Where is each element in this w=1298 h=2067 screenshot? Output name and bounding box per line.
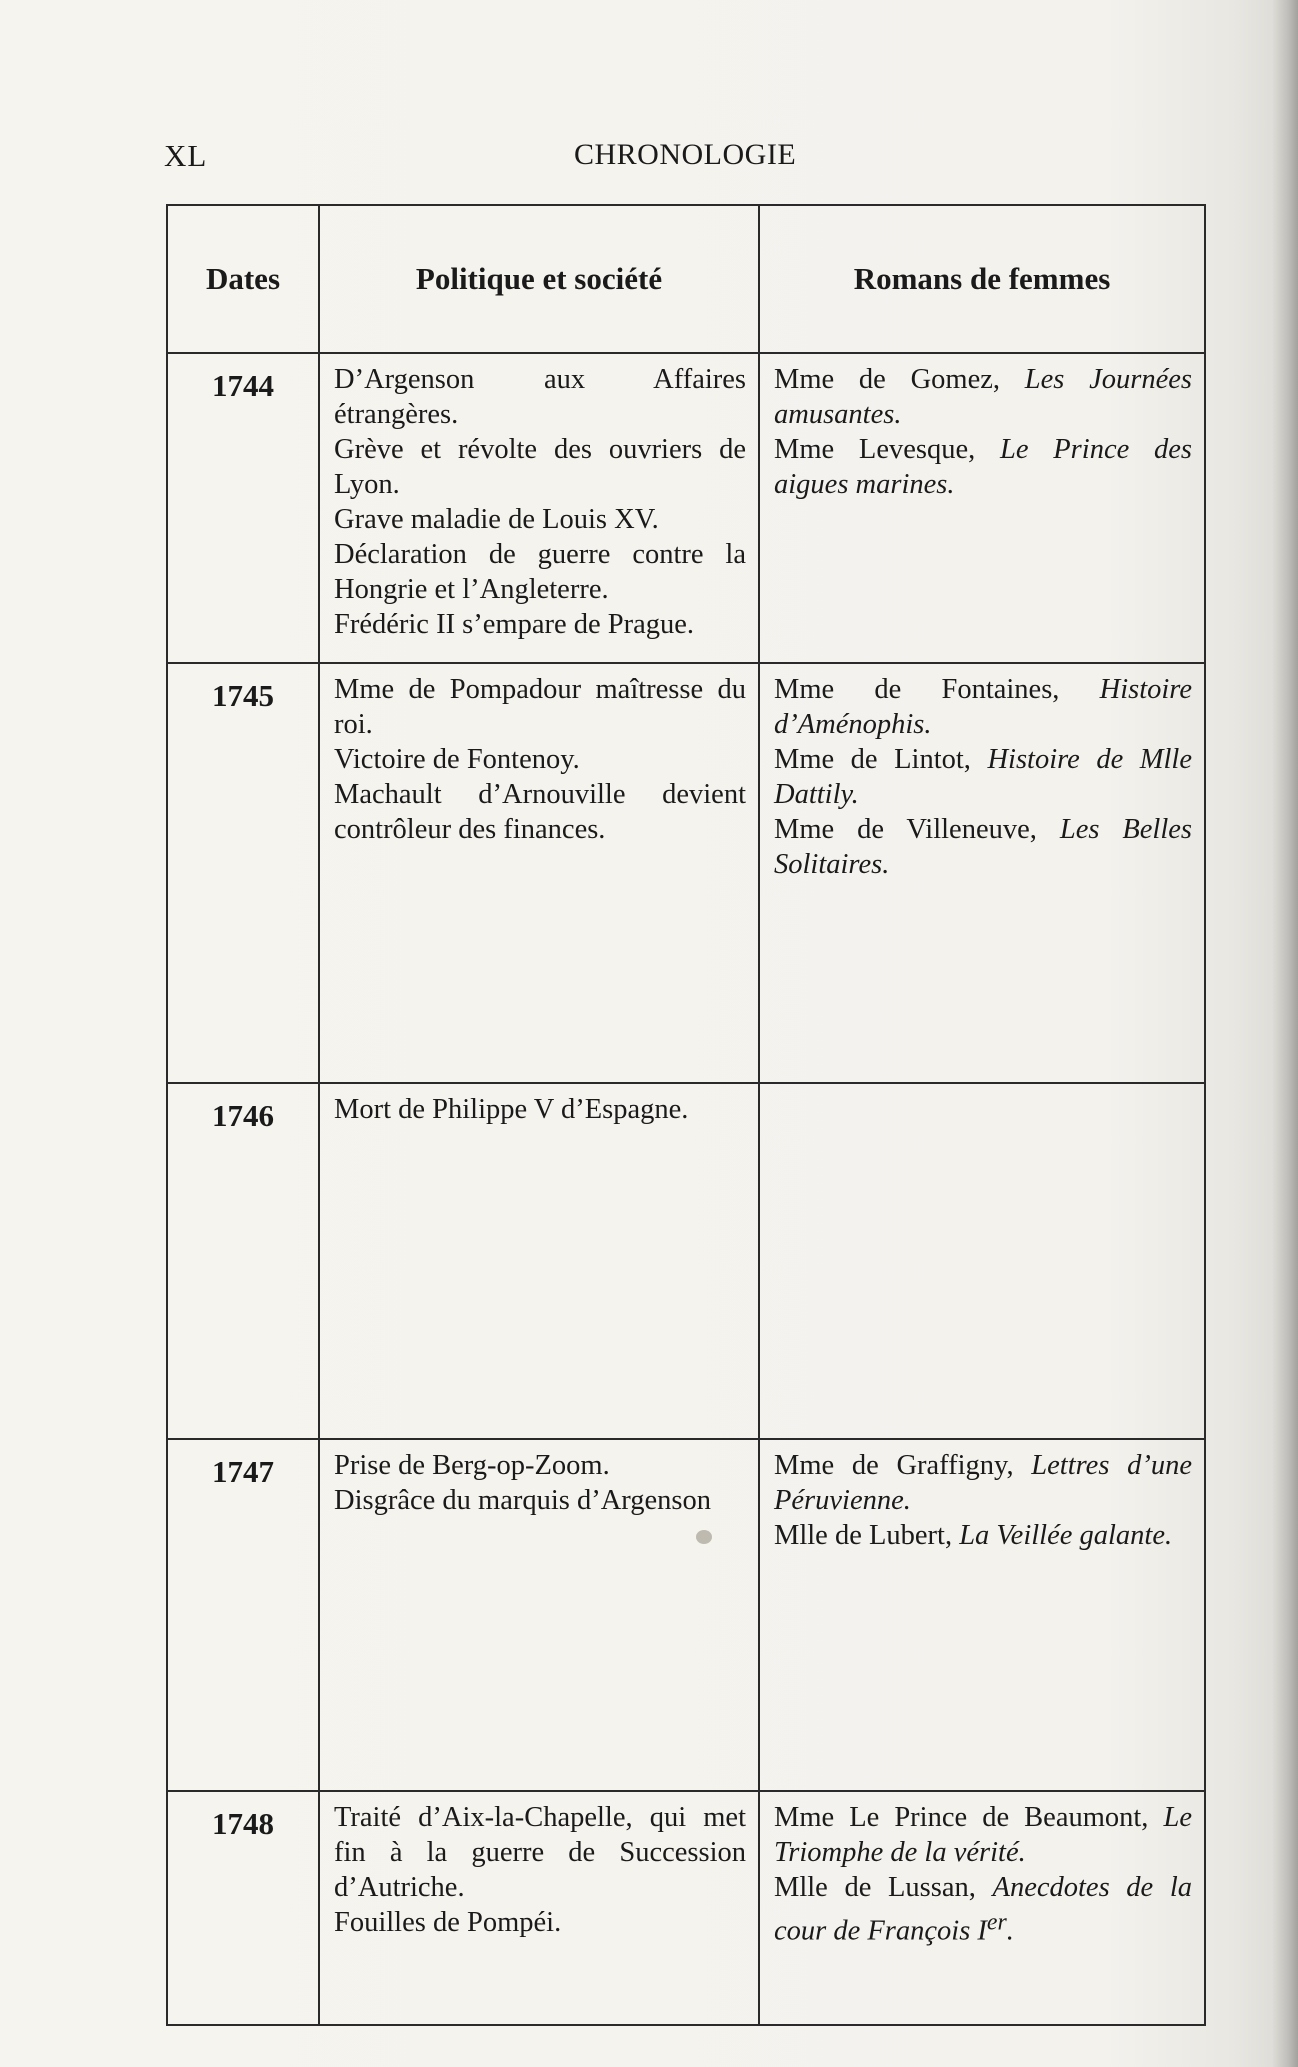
roman-entry [774, 1800, 1192, 1870]
roman-title: Lettres d’une Péruvienne [774, 1450, 1192, 1516]
roman-title: Le Triomphe de la vérité [774, 1802, 1192, 1868]
roman-superscript: er [986, 1909, 1007, 1935]
politique-entry: Grève et révolte des ouvriers de Lyon. [334, 434, 746, 500]
roman-end: . [851, 779, 859, 810]
politique-entry: Fouilles de Pompéi. [334, 1907, 562, 1938]
roman-end: . [903, 1485, 911, 1516]
page-header [164, 138, 1204, 178]
roman-author: Mme de Gomez, [774, 364, 1000, 395]
roman-end: . [1018, 1837, 1026, 1868]
table-header-row [167, 205, 1205, 353]
roman-author: Mlle de Lubert, [774, 1520, 953, 1551]
roman-author: Mme Le Prince de Beaumont, [774, 1802, 1149, 1833]
romans-cell [759, 663, 1205, 1083]
romans-cell [759, 353, 1205, 663]
politique-entry: Grave maladie de Louis XV. [334, 504, 659, 535]
spine-shadow [1272, 0, 1298, 2067]
column-header-politique: Politique et société [319, 205, 759, 353]
roman-entry [774, 812, 1192, 882]
column-header-romans: Romans de femmes [759, 205, 1205, 353]
roman-author: Mme Levesque, [774, 434, 976, 465]
politique-entry: Machault d’Arnouville devient contrôleur des finances. [334, 779, 746, 845]
politique-entry: Déclaration de guerre contre la Hongrie et l’Angleterre. [334, 539, 746, 605]
table-row [167, 663, 1205, 1083]
politique-entry: Mme de Pompadour maîtresse du roi. [334, 674, 746, 740]
roman-entry [774, 432, 1192, 502]
politique-entry: Frédéric II s’empare de Prague. [334, 609, 695, 640]
roman-author: Mme de Graffigny, [774, 1450, 1014, 1481]
roman-author: Mme de Villeneuve, [774, 814, 1037, 845]
roman-title: Les Journées amusantes [774, 364, 1192, 430]
date-cell: 1747 [167, 1439, 319, 1791]
roman-author: Mlle de Lussan, [774, 1872, 976, 1903]
roman-end: . [924, 709, 932, 740]
politique-entry: Mort de Philippe V d’Espagne. [334, 1094, 689, 1125]
table-row [167, 1083, 1205, 1439]
column-header-dates: Dates [167, 205, 319, 353]
roman-end: . [1165, 1520, 1173, 1551]
date-cell: 1745 [167, 663, 319, 1083]
roman-title: La Veillée galante [959, 1520, 1165, 1551]
politique-entry: Traité d’Aix-la-Chapelle, qui met fin à la guerre de Succession d’Autriche. [334, 1802, 746, 1903]
romans-cell [759, 1083, 1205, 1439]
politique-cell [319, 353, 759, 663]
table-row [167, 353, 1205, 663]
roman-end: . [882, 849, 890, 880]
roman-title: Anecdotes de la cour de François I [774, 1872, 1193, 1947]
politique-cell [319, 1439, 759, 1791]
date-cell: 1744 [167, 353, 319, 663]
politique-cell [319, 1083, 759, 1439]
politique-entry: Prise de Berg-op-Zoom. [334, 1450, 610, 1481]
ink-smudge [696, 1530, 712, 1544]
date-cell: 1746 [167, 1083, 319, 1439]
politique-entry: Disgrâce du marquis d’Argenson [334, 1485, 712, 1516]
roman-entry [774, 742, 1192, 812]
roman-author: Mme de Lintot, [774, 744, 971, 775]
roman-title: Les Belles Solitaires [774, 814, 1193, 880]
running-title: CHRONOLOGIE [574, 138, 797, 171]
roman-title: Histoire d’Aménophis [774, 674, 1192, 740]
roman-end: . [947, 469, 955, 500]
romans-cell [759, 1439, 1205, 1791]
table-row [167, 1791, 1205, 2025]
roman-entry [774, 672, 1192, 742]
roman-entry [774, 1448, 1192, 1518]
roman-end: . [894, 399, 902, 430]
romans-cell [759, 1791, 1205, 2025]
page-number: XL [164, 138, 208, 173]
roman-title: Le Prince des aigues marines [774, 434, 1192, 500]
roman-author: Mme de Fontaines, [774, 674, 1060, 705]
chronology-table [166, 204, 1206, 2026]
table-row [167, 1439, 1205, 1791]
date-cell: 1748 [167, 1791, 319, 2025]
roman-entry [774, 1518, 1192, 1553]
politique-entry: D’Argenson aux Affaires étrangères. [334, 364, 746, 430]
politique-cell [319, 663, 759, 1083]
roman-entry [774, 1870, 1192, 1949]
politique-entry: Victoire de Fontenoy. [334, 744, 580, 775]
roman-end: . [1006, 1915, 1014, 1947]
politique-cell [319, 1791, 759, 2025]
roman-title: Histoire de Mlle Dattily [774, 744, 1192, 810]
roman-entry [774, 362, 1192, 432]
